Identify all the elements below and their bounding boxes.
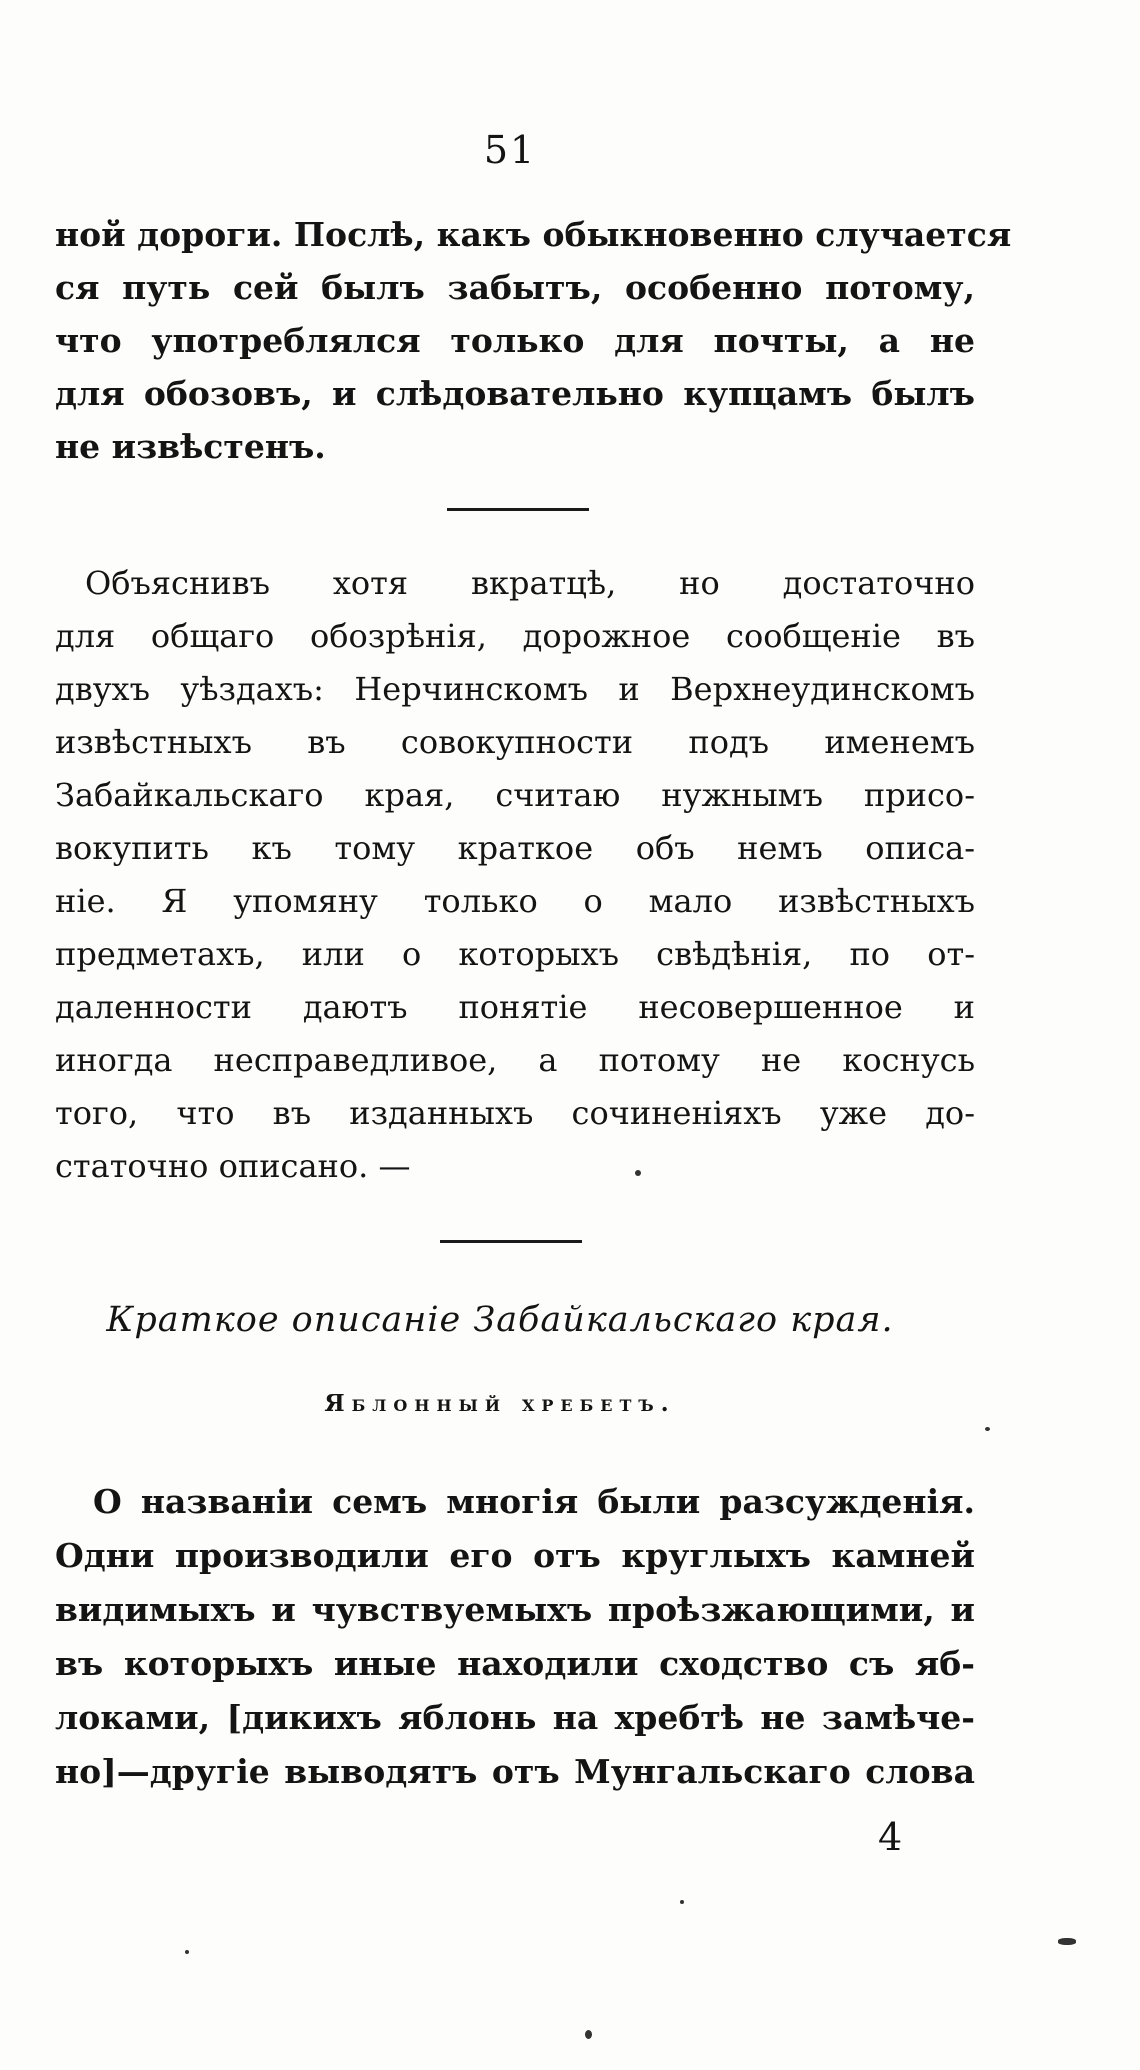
page-number: 51 [483,128,537,172]
text-line: но]—другіе выводятъ отъ Мунгальскаго слова [55,1752,975,1791]
text-line: ніе. Я упомяну только о мало извѣстныхъ [55,882,975,920]
text-line: видимыхъ и чувствуемыхъ проѣзжающими, и [55,1590,975,1629]
scan-speck [985,1427,990,1431]
text-line: извѣстныхъ въ совокупности подъ именемъ [55,723,975,761]
text-line: О названіи семъ многія были разсужденія. [93,1482,975,1521]
text-line: того, что въ изданныхъ сочиненіяхъ уже до- [55,1094,975,1132]
text-line: двухъ уѣздахъ: Нерчинскомъ и Верхнеудинскомъ [55,670,975,708]
scan-speck [680,1900,684,1904]
text-line: Забайкальскаго края, считаю нужнымъ присо- [55,776,975,814]
paragraph-continuation [55,208,1012,473]
text-line: ной дороги. Послѣ, какъ обыкновенно случается [55,215,1012,254]
scan-speck [1058,1938,1076,1945]
signature-mark: 4 [878,1815,903,1859]
scan-speck [585,2030,592,2039]
paragraph-section [55,1475,975,1799]
text-line: локами, [дикихъ яблонь на хребтѣ не замѣче- [55,1698,975,1737]
text-line: для обозовъ, и слѣдовательно купцамъ былъ [55,374,975,413]
text-line: для общаго обозрѣнія, дорожное сообщеніе въ [55,617,975,655]
text-line: вокупить къ тому краткое объ немъ описа- [55,829,975,867]
scan-speck [635,1170,641,1176]
paragraph-intro [55,557,975,1193]
section-divider [447,508,589,511]
text-line: иногда несправедливое, а потому не коснусь [55,1041,975,1079]
text-line: предметахъ, или о которыхъ свѣдѣнія, по от- [55,935,975,973]
text-line: статочно описано. — [55,1147,411,1185]
text-line: Объяснивъ хотя вкратцѣ, но достаточно [85,564,975,602]
text-line: Одни производили его отъ круглыхъ камней [55,1536,975,1575]
section-subtitle: Яблонный хребетъ. [324,1390,676,1417]
section-divider [440,1240,582,1243]
text-line: что употреблялся только для почты, а не [55,321,975,360]
text-line: не извѣстенъ. [55,427,326,466]
scan-speck [185,1950,189,1954]
text-line: даленности даютъ понятіе несовершенное и [55,988,975,1026]
text-line: ся путь сей былъ забытъ, особенно потому, [55,268,975,307]
text-line: въ которыхъ иные находили сходство съ яб- [55,1644,975,1683]
section-title: Краткое описаніе Забайкальскаго края. [106,1300,894,1340]
